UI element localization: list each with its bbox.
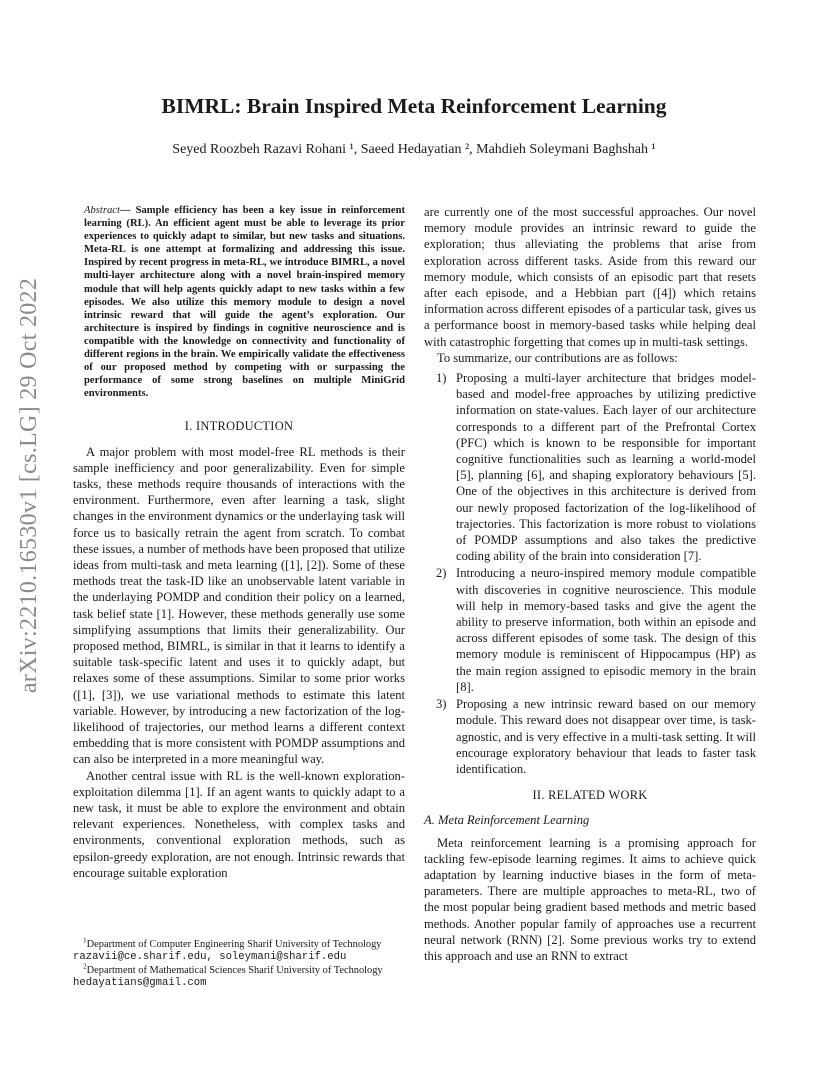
footnote-1-mark: 1 xyxy=(83,936,87,945)
abstract-text: — Sample efficiency has been a key issue in reinforcement learning (RL). An efficient agent must be able to leverage its prior experiences to quickly adapt to similar, but new tasks and situations. Meta-RL is one attempt at formalizing and addressing this issue. Inspired by recent progress in meta-RL, we introduce BIMRL, a novel multi-layer architecture along with a novel brain-inspired memory module that will help agents quickly adapt to new tasks within a few episodes. We also utilize this memory module to design a novel intrinsic reward that will guide the agent’s exploration. Our architecture is inspired by findings in cognitive neuroscience and is compatible with the knowledge on connectivity and functionality of different regions in the brain. We empirically validate the effectiveness of our proposed method by competing with or surpassing the performance of some strong baselines on multiple MiniGrid environments. xyxy=(84,205,405,400)
footnote-2 xyxy=(73,964,413,977)
intro-paragraph-1: A major problem with most model-free RL methods is their sample inefficiency and poor generalizability. Even for simple tasks, these methods require thousands of interactions with the environment. Furthermore, even after learning a task, slight changes in the environment dynamics or the underlaying task will force us to basically retrain the agent from scratch. To combat these issues, a number of methods have been proposed that utilize ideas from multi-task and meta learning ([1], [2]). Some of these methods treat the task-ID like an unobservable latent variable in the underlaying POMDP and condition their policy on a learned, task belief state [1]. However, these methods generally use some simplifying assumptions that limits their generalizability. Our proposed method, BIMRL, is similar in that it learns to identify a suitable task-specific latent and uses it to quickly adapt, but relaxes some of these assumptions. Similar to some prior works ([1], [3]), we use variational methods to estimate this latent variable. However, by introducing a new factorization of the log-likelihood of trajectories, our method learns a different context embedding that is more consistent with POMDP assumptions and can also be interpreted in a more meaningful way. xyxy=(73,444,405,767)
arxiv-identifier-text: arXiv:2210.16530v1 [cs.LG] 29 Oct 2022 xyxy=(16,277,43,693)
contribution-number: 3) xyxy=(436,697,447,712)
contribution-item xyxy=(424,370,756,564)
section-heading-related-work: II. RELATED WORK xyxy=(532,788,648,803)
footnote-2-text: Department of Mathematical Sciences Sharif University of Technology xyxy=(86,965,383,976)
contributions-lead: To summarize, our contributions are as follows: xyxy=(437,350,678,365)
footnote-1 xyxy=(73,938,413,951)
footnote-2-mark: 2 xyxy=(83,962,87,971)
author-list: Seyed Roozbeh Razavi Rohani ¹, Saeed Hedayatian ², Mahdieh Soleymani Baghshah ¹ xyxy=(172,142,656,157)
footnote-1-text: Department of Computer Engineering Sharif University of Technology xyxy=(86,939,382,950)
footnotes xyxy=(73,938,413,990)
section-heading-introduction: I. INTRODUCTION xyxy=(184,419,294,434)
abstract xyxy=(73,204,405,400)
paper-title: BIMRL: Brain Inspired Meta Reinforcement Learning xyxy=(161,94,667,118)
intro-paragraph-3: are currently one of the most successful approaches. Our novel memory module provides an intrinsic reward to guide the exploration; thus alleviating the problems that arise from exploration across different tasks. Aside from this reward our memory module, which consists of an episodic part that resets after each episode, and a Hebbian part ([4]) which retains information across different episodes of a particular task, gives us a performance boost in memory-based tasks while helping deal with catastrophic forgetting that comes up in multi-task settings. xyxy=(424,205,756,349)
footnote-2-emails: hedayatians@gmail.com xyxy=(73,977,207,989)
contribution-text: Proposing a new intrinsic reward based on our memory module. This reward does not disappear over time, is task-agnostic, and is very effective in a multi-task setting. It will encourage exploratory behaviour that leads to faster task identification. xyxy=(456,697,756,776)
contributions-list xyxy=(424,370,756,777)
subsection-heading-meta-rl: A. Meta Reinforcement Learning xyxy=(424,813,590,828)
right-column xyxy=(424,204,756,964)
contribution-number: 2) xyxy=(436,566,447,581)
contribution-text: Proposing a multi-layer architecture that bridges model-based and model-free approaches by utilizing predictive information on state-values. Each layer of our architecture corresponds to a different part of the Prefrontal Cortex (PFC) which is known to be responsible for important cognitive functionalities such as learning a world-model [5], planning [6], and shaping exploratory behaviours [5]. One of the objectives in this architecture is derived from our newly proposed factorization of the log-likelihood of trajectories. This factorization is more robust to violations of POMDP assumptions and also takes the predictive coding ability of the brain into consideration [7]. xyxy=(456,371,756,564)
left-column xyxy=(73,204,405,881)
abstract-label: Abstract xyxy=(84,205,120,216)
contribution-number: 1) xyxy=(436,371,447,386)
footnote-1-emails: razavii@ce.sharif.edu, soleymani@sharif.edu xyxy=(73,951,347,963)
related-paragraph-1: Meta reinforcement learning is a promising approach for tackling few-episode learning regimes. It aims to achieve quick adaptation by learning inductive biases in the form of meta-parameters. There are multiple approaches to meta-RL, two of the most popular being gradient based methods and metric based methods. Another popular family of approaches use a recurrent neural network (RNN) [2]. Some previous works try to extend this approach and use an RNN to extract xyxy=(424,835,756,963)
contribution-item xyxy=(424,565,756,695)
contribution-text: Introducing a neuro-inspired memory module compatible with discoveries in cognitive neuroscience. This module will help in memory-based tasks and give the agent the ability to preserve information, both within an episode and across different episodes of some task. The design of this memory module is reminiscent of Hippocampus (HP) as the main region assigned to episodic memory in the brain [8]. xyxy=(456,566,756,694)
intro-paragraph-2: Another central issue with RL is the well-known exploration-exploitation dilemma [1]. If an agent wants to quickly adapt to a new task, it must be able to explore the environment and obtain relevant experiences. Nonetheless, with complex tasks and environments, conventional exploration methods, such as epsilon-greedy exploration, are not enough. Intrinsic rewards that encourage suitable exploration xyxy=(73,768,405,880)
arxiv-identifier-stamp xyxy=(10,277,50,693)
contribution-item xyxy=(424,696,756,777)
